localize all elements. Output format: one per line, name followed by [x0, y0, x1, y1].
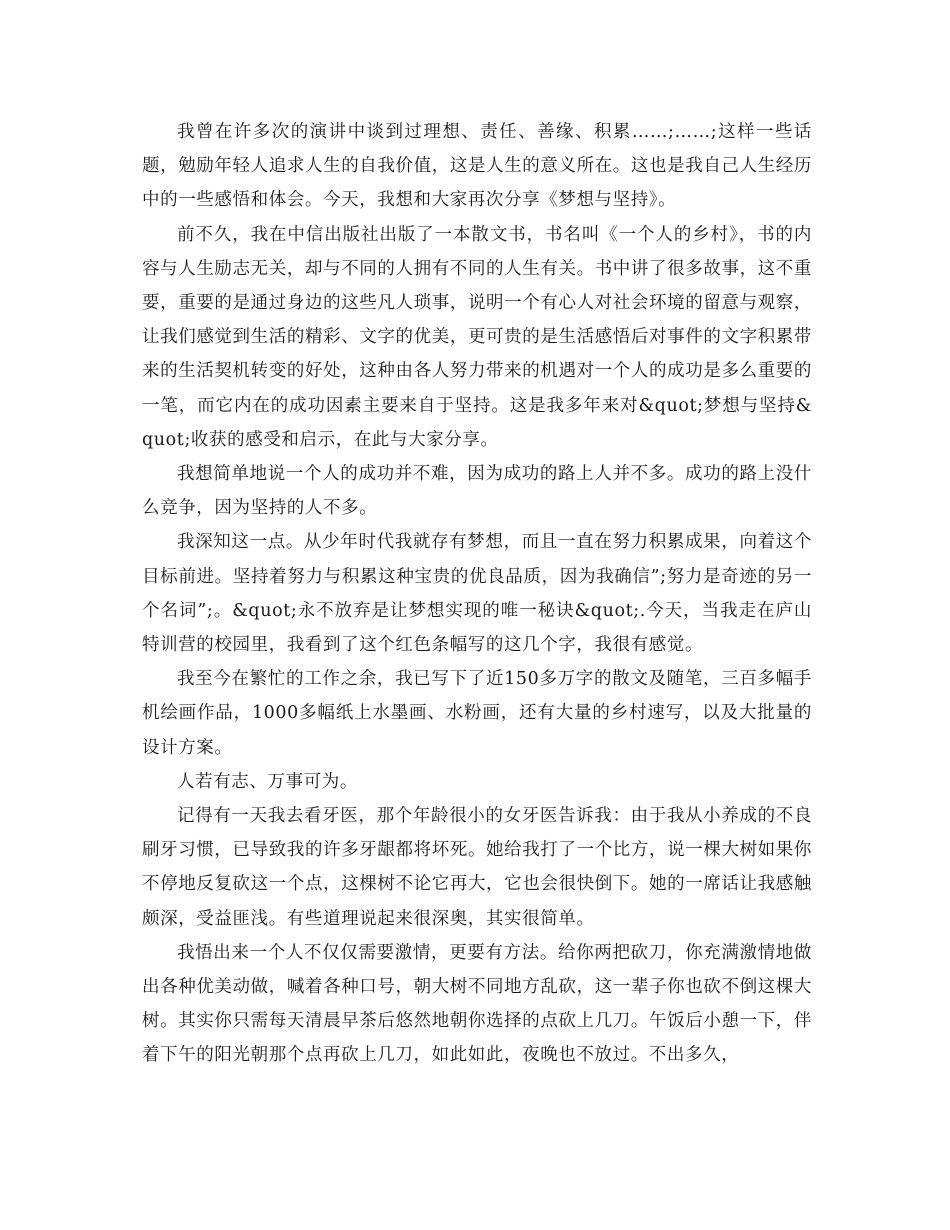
- paragraph-8: 我悟出来一个人不仅仅需要激情，更要有方法。给你两把砍刀，你充满激情地做出各种优美动做，喊着各种口号，朝大树不同地方乱砍，这一辈子你也砍不倒这棵大树。其实你只需每天清晨早茶后悠然地朝你选择的点砍上几刀。午饭后小憩一下，伴着下午的阳光朝那个点再砍上几刀，如此如此，夜晚也不放过。不出多久，: [142, 942, 812, 1066]
- paragraph-6: 人若有志、万事可为。: [177, 771, 358, 792]
- paragraph-2: 前不久，我在中信出版社出版了一本散文书，书名叫《一个人的乡村》，书的内容与人生励志无关，却与不同的人拥有不同的人生有关。书中讲了很多故事，这不重要，重要的是通过身边的这些凡人琐事，说明一个有心人对社会环境的留意与观察，让我们感觉到生活的精彩、文字的优美，更可贵的是生活感悟后对事件的文字积累带来的生活契机转变的好处，这种由各人努力带来的机遇对一个人的成功是多么重要的一笔，而它内在的成功因素主要来自于坚持。这是我多年来对&quot;梦想与坚持&quot;收获的感受和启示，在此与大家分享。: [142, 224, 812, 450]
- paragraph-1: 我曾在许多次的演讲中谈到过理想、责任、善缘、积累……;……;这样一些话题，勉励年轻人追求人生的自我价值，这是人生的意义所在。这也是我自己人生经历中的一些感悟和体会。今天，我想和大家再次分享《梦想与坚持》。: [142, 122, 812, 211]
- document-body: [142, 115, 812, 1073]
- paragraph-7: 记得有一天我去看牙医，那个年龄很小的女牙医告诉我：由于我从小养成的不良刷牙习惯，已导致我的许多牙龈都将坏死。她给我打了一个比方，说一棵大树如果你不停地反复砍这一个点，这棵树不论它再大，它也会很快倒下。她的一席话让我感触颇深，受益匪浅。有些道理说起来很深奥，其实很简单。: [142, 806, 812, 929]
- paragraph-4: 我深知这一点。从少年时代我就存有梦想，而且一直在努力积累成果，向着这个目标前进。坚持着努力与积累这种宝贵的优良品质，因为我确信”;努力是奇迹的另一个名词”;。&quot;永不放弃是让梦想实现的唯一秘诀&quot;.今天，当我走在庐山特训营的校园里，我看到了这个红色条幅写的这几个字，我很有感觉。: [142, 532, 812, 656]
- paragraph-5: 我至今在繁忙的工作之余，我已写下了近150多万字的散文及随笔，三百多幅手机绘画作品，1000多幅纸上水墨画、水粉画，还有大量的乡村速写，以及大批量的设计方案。: [142, 669, 812, 758]
- paragraph-3: 我想简单地说一个人的成功并不难，因为成功的路上人并不多。成功的路上没什么竞争，因为坚持的人不多。: [142, 464, 812, 519]
